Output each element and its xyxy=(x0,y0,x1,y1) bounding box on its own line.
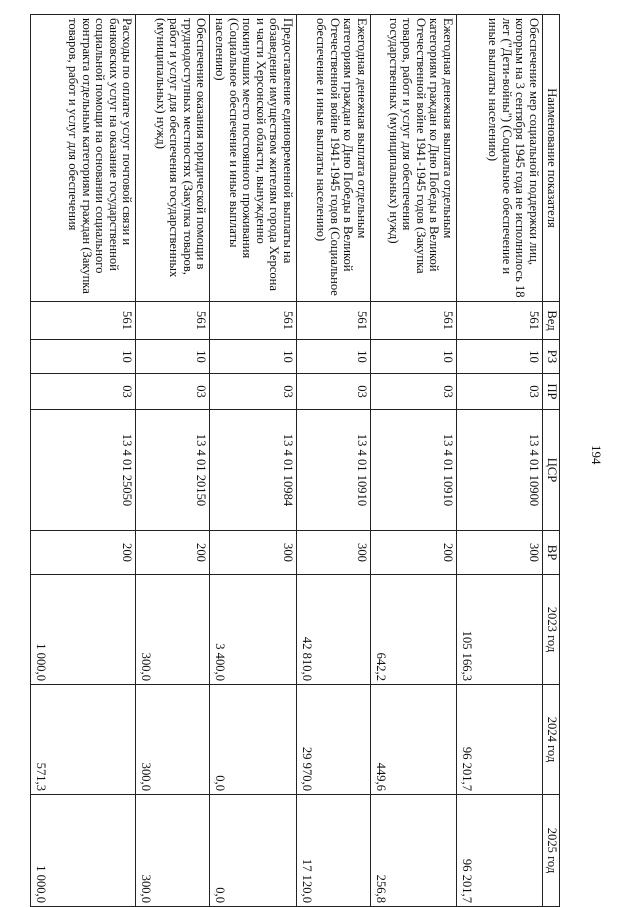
row-2024: 96 201,7 xyxy=(457,685,543,795)
row-ved: 561 xyxy=(136,302,210,340)
row-vr: 300 xyxy=(457,531,543,575)
row-csr: 13 4 01 20150 xyxy=(136,410,210,531)
row-rz: 10 xyxy=(31,340,136,374)
header-vr: ВР xyxy=(543,531,560,575)
row-name: Расходы по оплате услуг почтовой связи и банковских услуг на оказание государственной социальной помощи на основании социального контракта отдельным категориям граждан (Закупка товаров, работ и услуг для обеспечения xyxy=(31,15,136,302)
header-rz: РЗ xyxy=(543,340,560,374)
table-row xyxy=(297,15,371,907)
row-2023: 3 400,0 xyxy=(210,575,297,685)
budget-table xyxy=(30,14,560,907)
row-2025: 0,0 xyxy=(210,795,297,907)
row-pr: 03 xyxy=(31,374,136,410)
row-name: Обеспечение мер социальной поддержки лиц, которым на 3 сентября 1945 года не исполнилось 18 лет ("Дети-войны") (Социальное обеспечение и иные выплаты населению) xyxy=(457,15,543,302)
row-pr: 03 xyxy=(371,374,457,410)
header-ved: Вед xyxy=(543,302,560,340)
table-row xyxy=(136,15,210,907)
row-2023: 642,2 xyxy=(371,575,457,685)
row-ved: 561 xyxy=(457,302,543,340)
row-rz: 10 xyxy=(457,340,543,374)
header-name: Наименование показателя xyxy=(543,15,560,302)
row-vr: 200 xyxy=(371,531,457,575)
row-csr: 13 4 01 10900 xyxy=(457,410,543,531)
row-2025: 256,8 xyxy=(371,795,457,907)
header-2024: 2024 год xyxy=(543,685,560,795)
row-vr: 200 xyxy=(31,531,136,575)
row-2024: 571,3 xyxy=(31,685,136,795)
row-name: Ежегодная денежная выплата отдельным категориям граждан ко Дню Победы в Великой Отечественной войне 1941-1945 годов (Закупка товаров, работ и услуг для обеспечения государственных (муниципальных) нужд) xyxy=(371,15,457,302)
row-rz: 10 xyxy=(210,340,297,374)
header-row xyxy=(543,15,560,907)
row-2025: 17 120,0 xyxy=(297,795,371,907)
row-pr: 03 xyxy=(457,374,543,410)
row-csr: 13 4 01 10984 xyxy=(210,410,297,531)
row-2023: 300,0 xyxy=(136,575,210,685)
row-pr: 03 xyxy=(136,374,210,410)
rotated-table-frame xyxy=(30,14,560,906)
row-2024: 449,6 xyxy=(371,685,457,795)
row-ved: 561 xyxy=(297,302,371,340)
row-2024: 29 970,0 xyxy=(297,685,371,795)
table-row xyxy=(31,15,136,907)
row-csr: 13 4 01 25050 xyxy=(31,410,136,531)
row-ved: 561 xyxy=(371,302,457,340)
table-row xyxy=(210,15,297,907)
row-2023: 105 166,3 xyxy=(457,575,543,685)
row-rz: 10 xyxy=(136,340,210,374)
row-2023: 42 810,0 xyxy=(297,575,371,685)
row-2024: 300,0 xyxy=(136,685,210,795)
row-csr: 13 4 01 10910 xyxy=(297,410,371,531)
row-vr: 300 xyxy=(210,531,297,575)
header-2023: 2023 год xyxy=(543,575,560,685)
budget-table-container xyxy=(30,14,560,906)
row-name: Предоставление единовременной выплаты на обзаведение имуществом жителям города Херсона и части Херсонской области, вынужденно покинувших место постоянного проживания (Социальное обеспечение и иные выплаты населению) xyxy=(210,15,297,302)
row-name: Ежегодная денежная выплата отдельным категориям граждан ко Дню Победы в Великой Отечественной войне 1941-1945 годов (Социальное обеспечение и иные выплаты населению) xyxy=(297,15,371,302)
row-2025: 1 000,0 xyxy=(31,795,136,907)
row-ved: 561 xyxy=(210,302,297,340)
row-vr: 300 xyxy=(297,531,371,575)
page-number: 194 xyxy=(589,445,604,465)
row-csr: 13 4 01 10910 xyxy=(371,410,457,531)
table-row xyxy=(457,15,543,907)
row-2025: 96 201,7 xyxy=(457,795,543,907)
row-rz: 10 xyxy=(297,340,371,374)
row-name: Обеспечение оказания юридической помощи в труднодоступных местностях (Закупка товаров, работ и услуг для обеспечения государственных (муниципальных) нужд) xyxy=(136,15,210,302)
row-pr: 03 xyxy=(210,374,297,410)
row-2024: 0,0 xyxy=(210,685,297,795)
header-pr: ПР xyxy=(543,374,560,410)
table-row xyxy=(371,15,457,907)
row-ved: 561 xyxy=(31,302,136,340)
header-csr: ЦСР xyxy=(543,410,560,531)
row-vr: 200 xyxy=(136,531,210,575)
row-2023: 1 000,0 xyxy=(31,575,136,685)
row-2025: 300,0 xyxy=(136,795,210,907)
row-rz: 10 xyxy=(371,340,457,374)
row-pr: 03 xyxy=(297,374,371,410)
header-2025: 2025 год xyxy=(543,795,560,907)
